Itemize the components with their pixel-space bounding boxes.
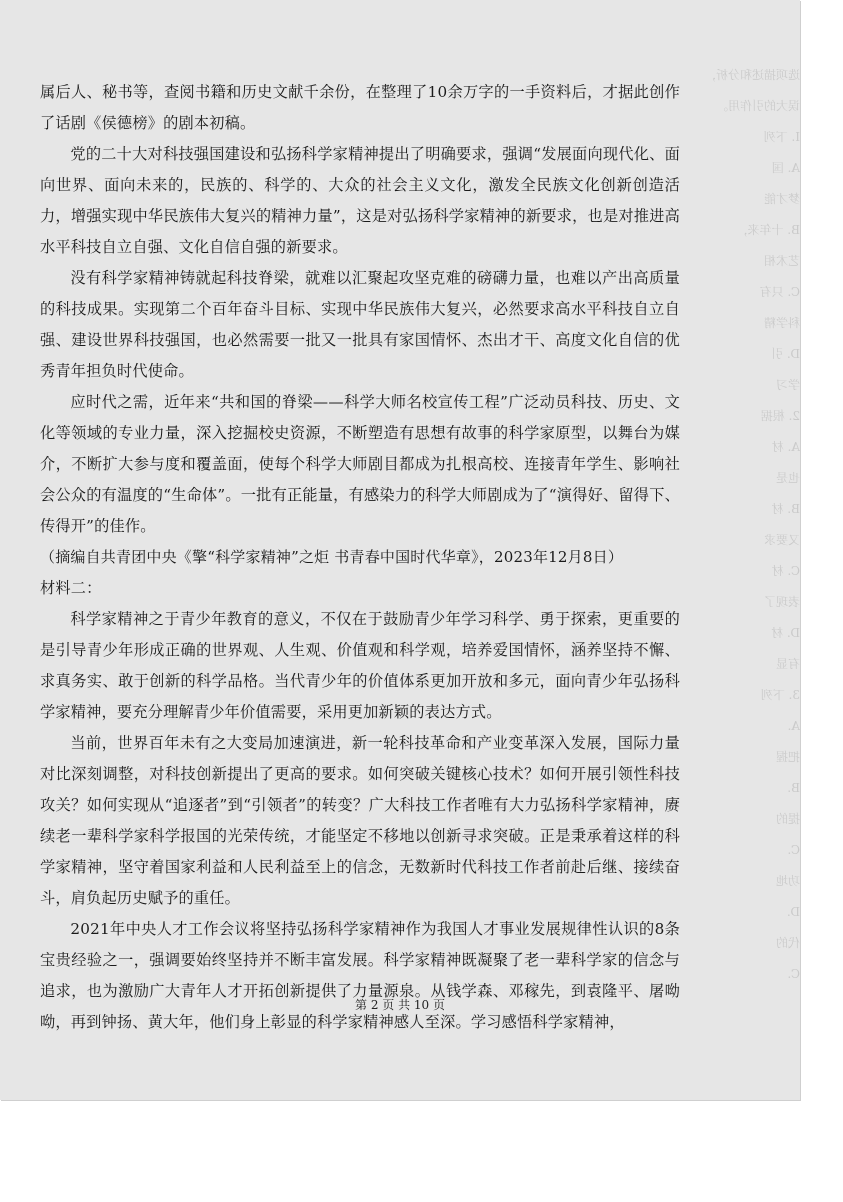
bleed-line: B. [787, 781, 800, 795]
paragraph-6: 当前，世界百年未有之大变局加速演进，新一轮科技革命和产业变革深入发展，国际力量对比深刻调整，对科技创新提出了更高的要求。如何突破关键核心技术？如何开展引领性科技攻关？如何实现从“追逐者”到“引领者”的转变？广大科技工作者唯有大力弘扬科学家精神，赓续老一辈科学家科学报国的光荣传统，才能坚定不移地以创新寻求突破。正是秉承着这样的科学家精神，坚守着国家利益和人民利益至上的信念，无数新时代科技工作者前赴后继、接续奋斗，肩负起历史赋予的重任。 [40, 734, 680, 907]
bleed-line: 梦才能 [763, 192, 800, 206]
bleed-line: 学习 [775, 378, 800, 392]
bleed-line: D. [786, 905, 800, 919]
paragraph-1: 属后人、秘书等，查阅书籍和历史文献千余份，在整理了10余万字的一手资料后，才据此创作了话剧《侯德榜》的剧本初稿。 [40, 83, 680, 132]
bleed-line: A. [787, 719, 800, 733]
bleed-line: 有显 [775, 657, 800, 671]
bleed-through-text [672, 60, 800, 1060]
bleed-line: 误大的引作用。 [715, 99, 800, 113]
bleed-line: 科学精 [763, 316, 800, 330]
bleed-line: B. 十年来， [735, 223, 800, 237]
paragraph-3: 没有科学家精神铸就起科技脊梁，就难以汇聚起攻坚克难的磅礴力量，也难以产出高质量的科技成果。实现第二个百年奋斗目标、实现中华民族伟大复兴，必然要求高水平科技自立自强、建设世界科技强国，也必然需要一批又一批具有家国情怀、杰出才干、高度文化自信的优秀青年担负时代使命。 [40, 269, 680, 380]
paragraph-5: 科学家精神之于青少年教育的意义，不仅在于鼓励青少年学习科学、勇于探索，更重要的是引导青少年形成正确的世界观、人生观、价值观和科学观，培养爱国情怀，涵养坚持不懈、求真务实、敢于创新的科学品格。当代青少年的价值体系更加开放和多元，面向青少年弘扬科学家精神，要充分理解青少年价值需要，采用更加新颖的表达方式。 [40, 610, 680, 721]
paragraph-7: 2021年中央人才工作会议将坚持弘扬科学家精神作为我国人才事业发展规律性认识的8条宝贵经验之一，强调要始终坚持并不断丰富发展。科学家精神既凝聚了老一辈科学家的信念与追求，也为激励广大青年人才开拓创新提供了力量源泉。从钱学森、邓稼先，到袁隆平、屠呦呦，再到钟扬、黄大年，他们身上彰显的科学家精神感人至深。学习感悟科学家精神， [40, 920, 680, 1031]
material-two-heading: 材料二： [40, 579, 102, 597]
bleed-line: C. [787, 843, 800, 857]
bleed-line: D. 材 [771, 626, 800, 640]
bleed-line: 又要求 [763, 533, 800, 547]
bleed-line: 功地 [775, 874, 800, 888]
bleed-line: 3. 下列 [760, 688, 800, 702]
bleed-line: D. 引 [771, 347, 800, 361]
paragraph-2: 党的二十大对科技强国建设和弘扬科学家精神提出了明确要求，强调“发展面向现代化、面向世界、面向未来的，民族的、科学的、大众的社会主义文化，激发全民族文化创新创造活力，增强实现中华民族伟大复兴的精神力量”，这是对弘扬科学家精神的新要求，也是对推进高水平科技自立自强、文化自信自强的新要求。 [40, 145, 680, 256]
bleed-line: C. 材 [771, 564, 800, 578]
bleed-line: B. 材 [771, 502, 800, 516]
bleed-line: A. 材 [771, 440, 800, 454]
bleed-line: 代的 [775, 936, 800, 950]
bleed-line: 选项描述和分析， [703, 68, 800, 82]
bleed-line: C. [787, 967, 800, 981]
bleed-line: 提的 [775, 812, 800, 826]
bleed-line: 把握 [775, 750, 800, 764]
bleed-line: I. 下列 [763, 130, 800, 144]
bleed-line: 2. 根据 [760, 409, 800, 423]
bleed-line: 艺术相 [763, 254, 800, 268]
page-content [40, 77, 680, 1038]
bleed-line: 表现了 [763, 595, 800, 609]
bleed-line: A. 国 [771, 161, 800, 175]
source-citation: （摘编自共青团中央《擎“科学家精神”之炬 书青春中国时代华章》，2023年12月8日） [40, 548, 624, 566]
bleed-line: 也是 [775, 471, 800, 485]
bleed-line: C. 只有 [759, 285, 800, 299]
paragraph-4: 应时代之需，近年来“共和国的脊梁——科学大师名校宣传工程”广泛动员科技、历史、文化等领域的专业力量，深入挖掘校史资源，不断塑造有思想有故事的科学家原型，以舞台为媒介，不断扩大参与度和覆盖面，使每个科学大师剧目都成为扎根高校、连接青年学生、影响社会公众的有温度的“生命体”。一批有正能量，有感染力的科学大师剧成为了“演得好、留得下、传得开”的佳作。 [40, 393, 680, 535]
page-footer: 第 2 页 共 10 页 [355, 998, 445, 1012]
